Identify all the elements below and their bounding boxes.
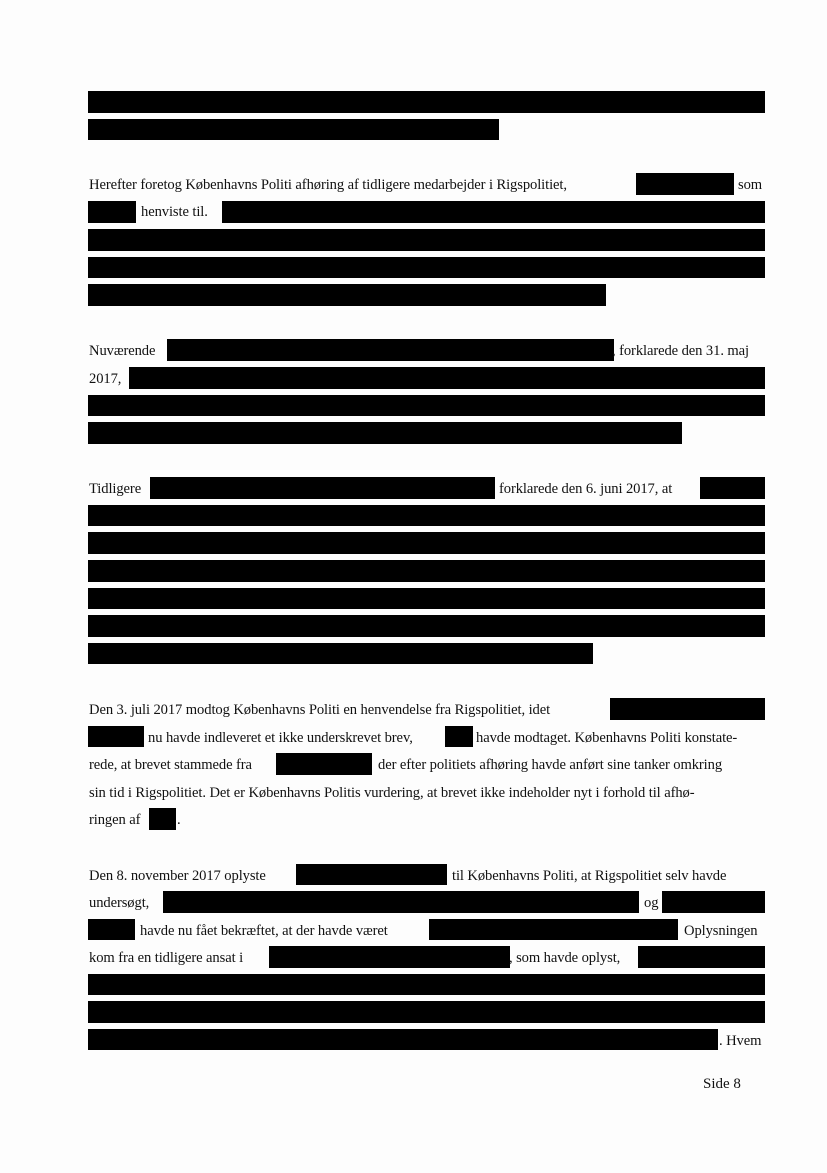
redaction — [149, 808, 176, 830]
redaction — [163, 891, 639, 913]
paragraph-text: og — [644, 895, 659, 911]
redaction — [636, 173, 734, 195]
redaction — [638, 946, 765, 968]
paragraph-text: som — [738, 177, 763, 193]
redaction — [662, 891, 765, 913]
paragraph-text: kom fra en tidligere ansat i — [89, 950, 244, 966]
redaction — [222, 201, 765, 223]
redaction — [88, 588, 765, 609]
redaction — [88, 257, 765, 278]
page-number: Side 8 — [703, 1076, 741, 1092]
redaction — [88, 1029, 718, 1050]
redaction — [88, 201, 136, 223]
redaction — [167, 339, 614, 361]
redaction — [88, 395, 765, 416]
redaction — [429, 919, 678, 940]
redaction — [88, 119, 499, 140]
paragraph-text: nu havde indleveret et ikke underskrevet brev, — [148, 730, 413, 746]
paragraph-text: ringen af — [89, 812, 141, 828]
redaction — [88, 1001, 765, 1023]
redaction — [88, 919, 135, 940]
redaction — [269, 946, 510, 968]
paragraph-text: undersøgt, — [89, 895, 150, 911]
paragraph-text: Oplysningen — [684, 923, 758, 939]
paragraph-text: Den 3. juli 2017 modtog Københavns Politi en henvendelse fra Rigspolitiet, idet — [89, 702, 551, 718]
redaction — [88, 615, 765, 637]
paragraph-text: . — [177, 812, 181, 828]
paragraph-text: , forklarede den 31. maj — [612, 343, 749, 359]
paragraph-text: henviste til. — [141, 204, 208, 220]
redaction — [88, 284, 606, 306]
redaction — [88, 974, 765, 995]
paragraph-text: . Hvem — [719, 1033, 762, 1049]
paragraph-text: 2017, — [89, 371, 122, 387]
redaction — [88, 91, 765, 113]
paragraph-text: rede, at brevet stammede fra — [89, 757, 252, 773]
redaction — [88, 643, 593, 664]
paragraph-text: Den 8. november 2017 oplyste — [89, 868, 266, 884]
paragraph-text: sin tid i Rigspolitiet. Det er Københavns Politis vurdering, at brevet ikke indeholder nyt i forhold til afhø- — [89, 785, 695, 801]
paragraph-text: havde modtaget. Københavns Politi konstate- — [476, 730, 738, 746]
paragraph-text: havde nu fået bekræftet, at der havde været — [140, 923, 388, 939]
redaction — [296, 864, 447, 885]
redaction — [88, 560, 765, 582]
redaction — [88, 532, 765, 554]
redaction — [129, 367, 765, 389]
paragraph-text: forklarede den 6. juni 2017, at — [499, 481, 673, 497]
paragraph-text: der efter politiets afhøring havde anført sine tanker omkring — [378, 757, 723, 773]
redaction — [88, 422, 682, 444]
redaction — [88, 726, 144, 747]
redaction — [700, 477, 765, 499]
paragraph-text: til Københavns Politi, at Rigspolitiet selv havde — [452, 868, 727, 884]
redaction — [88, 229, 765, 251]
paragraph-text: Herefter foretog Københavns Politi afhøring af tidligere medarbejder i Rigspolitiet, — [89, 177, 567, 193]
redaction — [150, 477, 495, 499]
redaction — [276, 753, 372, 775]
paragraph-text: Nuværende — [89, 343, 156, 359]
redaction — [88, 505, 765, 526]
redaction — [445, 726, 473, 747]
redaction — [610, 698, 765, 720]
paragraph-text: , som havde oplyst, — [509, 950, 621, 966]
paragraph-text: Tidligere — [89, 481, 142, 497]
